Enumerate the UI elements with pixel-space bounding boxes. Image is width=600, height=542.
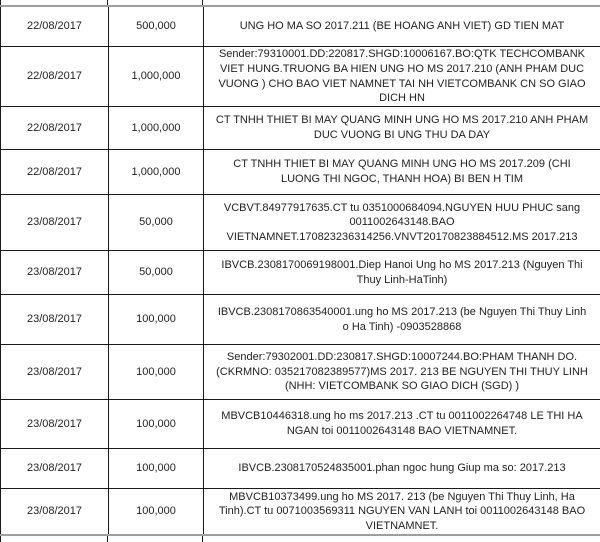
date-cell: 22/08/2017 <box>1 47 109 106</box>
description-cell: UNG HO MA SO 2017.211 (BE HOANG ANH VIET) GD TIEN MAT <box>239 20 565 33</box>
description-cell: MBVCB10446318.ung ho ms 2017.213 .CT tu 0011002264748 LE THI HA NGAN toi 0011002643148 BAO VIETNAMNET. <box>221 410 583 437</box>
amount-cell: 1,000,000 <box>109 47 204 106</box>
description-cell: IBVCB.2308170069198001.Diep Hanoi Ung ho MS 2017.213 (Nguyen Thi Thuy Linh-HaTinh) <box>221 258 583 286</box>
description-cell: MBVCB10373499.ung ho MS 2017. 213 (be Nguyen Thi Thuy Linh, Ha Tinh).CT tu 0071003569311 NGUYEN VAN LANH toi 0011002643148 BAO VIETNAMNET. <box>218 490 586 532</box>
amount-cell: 100,000 <box>109 449 204 488</box>
amount-cell: 50,000 <box>109 195 204 250</box>
date-cell: 23/08/2017 <box>1 295 109 344</box>
description-cell: CT TNHH THIET BI MAY QUANG MINH UNG HO MS 2017.209 (CHI LUONG THI NGOC, THANH HOA) BI BEN H TIM <box>233 158 571 185</box>
amount-cell: 100,000 <box>109 295 204 344</box>
date-cell: 23/08/2017 <box>1 345 109 399</box>
date-cell: 23/08/2017 <box>1 449 109 488</box>
partial-amount-cell <box>108 536 203 542</box>
table-row <box>0 449 600 489</box>
table-row <box>0 251 600 295</box>
amount-cell: 1,000,000 <box>109 107 204 149</box>
table-row <box>0 7 600 47</box>
date-cell: 23/08/2017 <box>1 251 109 294</box>
table-body <box>0 7 600 534</box>
amount-cell: 500,000 <box>109 7 204 46</box>
amount-cell: 100,000 <box>109 489 204 534</box>
table-row <box>0 295 600 345</box>
amount-cell: 100,000 <box>109 345 204 399</box>
table-row <box>0 150 600 195</box>
date-cell: 23/08/2017 <box>1 195 109 250</box>
top-partial-row <box>0 0 600 5</box>
description-cell: IBVCB.2308170524835001.phan ngoc hung Giup ma so: 2017.213 <box>238 462 566 475</box>
date-cell: 22/08/2017 <box>1 150 109 194</box>
amount-cell: 100,000 <box>109 400 204 448</box>
partial-description-cell <box>203 536 600 542</box>
description-cell: Sender:79310001.DD:220817.SHGD:10006167.BO:QTK TECHCOMBANK VIET HUNG.TRUONG BA HIEN UNG HO MS 2017.210 (ANH PHAM DUC VUONG ) CHO BAO VIET NAMNET TAI NH VIETCOMBANK CN SO GIAO DICH HN <box>218 48 586 105</box>
table-row <box>0 400 600 449</box>
date-cell: 23/08/2017 <box>1 400 109 448</box>
amount-cell: 1,000,000 <box>109 150 204 194</box>
partial-date-cell <box>0 536 108 542</box>
description-cell: CT TNHH THIET BI MAY QUANG MINH UNG HO MS 2017.210 ANH PHAM DUC VUONG BI UNG THU DA DAY <box>215 114 589 141</box>
description-cell: IBVCB.2308170863540001.ung ho MS 2017.213 (be Nguyen Thi Thuy Linh o Ha Tinh) -0903528868 <box>217 305 587 333</box>
table-row <box>0 195 600 251</box>
partial-description-cell <box>203 0 600 5</box>
table-row <box>0 47 600 107</box>
partial-amount-cell <box>108 0 203 5</box>
description-cell: VCBVT.84977917635.CT tu 0351000684094.NGUYEN HUU PHUC sang 0011002643148.BAO VIETNAMNET.170823236314256.VNVT20170823884512.MS 2017.213 <box>223 201 581 243</box>
bottom-partial-row <box>0 536 600 542</box>
table-row <box>0 489 600 534</box>
table-row <box>0 107 600 150</box>
date-cell: 22/08/2017 <box>1 7 109 46</box>
description-cell: Sender:79302001.DD:230817.SHGD:10007244.BO:PHAM THANH DO.(CKRMNO: 035217082389577)MS 2017. 213 BE NGUYEN THI THUY LINH (NHH: VIETCOMBANK SO GIAO DICH (SGD) ) <box>216 351 588 393</box>
amount-cell: 50,000 <box>109 251 204 294</box>
date-cell: 23/08/2017 <box>1 489 109 534</box>
partial-date-cell <box>0 0 108 5</box>
date-cell: 22/08/2017 <box>1 107 109 149</box>
table-row <box>0 345 600 400</box>
